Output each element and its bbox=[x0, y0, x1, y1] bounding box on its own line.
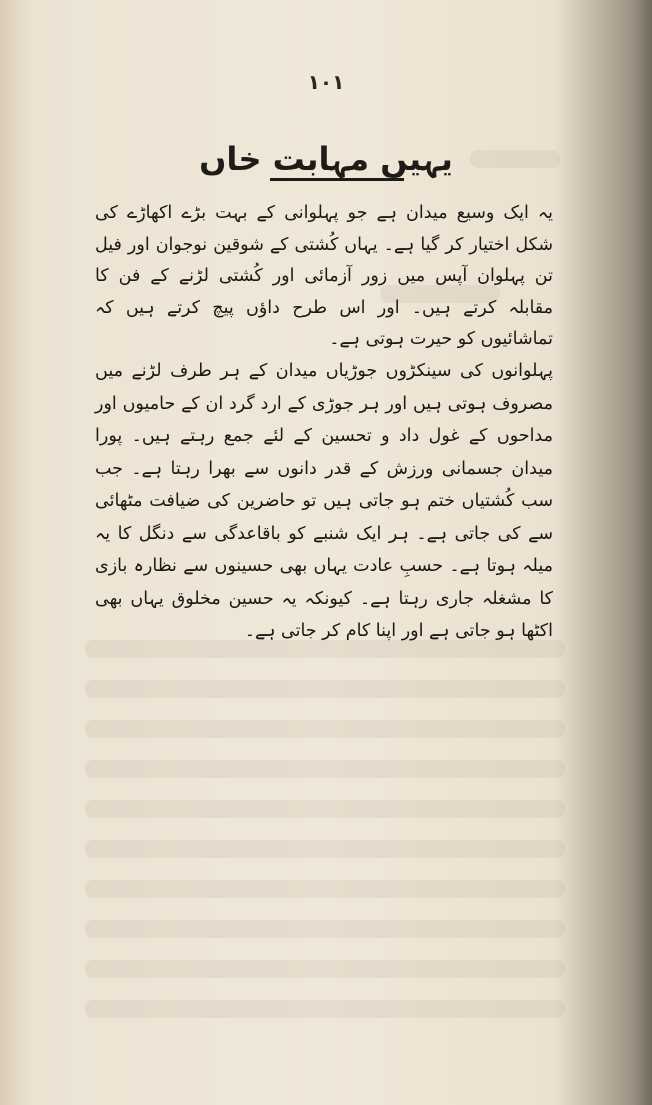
show-through-shadow bbox=[85, 880, 565, 898]
show-through-shadow bbox=[85, 720, 565, 738]
show-through-shadow bbox=[85, 840, 565, 858]
heading-underline bbox=[270, 178, 404, 181]
show-through-shadow bbox=[85, 760, 565, 778]
show-through-shadow bbox=[85, 920, 565, 938]
paragraph-2: پہلوانوں کی سینکڑوں جوڑیاں میدان کے ہر طرف لڑنے میں مصروف ہوتی ہیں اور ہر جوڑی کے ارد گرد ان کے حامیوں اور مداحوں کے غول داد و تحسین کے لئے جمع رہتے ہیں۔ پورا میدان جسمانی ورزش کے قدر دانوں سے بھرا رہتا ہے۔ جب سب کُشتیاں ختم ہو جاتی ہیں تو حاضرین کی ضیافت مٹھائی سے کی جاتی ہے۔ ہر ایک شنبے کو باقاعدگی سے دنگل کا یہ میلہ ہوتا ہے۔ حسبِ عادت یہاں بھی حسینوں سے نظارہ بازی کا مشغلہ جاری رہتا ہے۔ کیونکہ یہ حسین مخلوق یہاں بھی اکٹھا ہو جاتی ہے اور اپنا کام کر جاتی ہے۔ bbox=[95, 361, 553, 641]
show-through-shadow bbox=[85, 800, 565, 818]
page-number: ۱۰۱ bbox=[307, 70, 345, 94]
paragraph-1: یہ ایک وسیع میدان ہے جو پہلوانی کے بہت بڑے اکھاڑے کی شکل اختیار کر گیا ہے۔ یہاں کُشتی کے شوقین نوجوان اور فیل تن پہلوان آپس میں زور آزمائی اور کُشتی لڑنے کے فن کا مقابلہ کرتے ہیں۔ اور اس طرح داؤں پیچ کرتے ہیں کہ تماشائیوں کو حیرت ہوتی ہے۔ bbox=[95, 203, 553, 349]
show-through-shadow bbox=[85, 960, 565, 978]
section-heading: یہیں مہابت خاں bbox=[199, 140, 453, 178]
show-through-shadow bbox=[85, 1000, 565, 1018]
show-through-shadow bbox=[85, 680, 565, 698]
